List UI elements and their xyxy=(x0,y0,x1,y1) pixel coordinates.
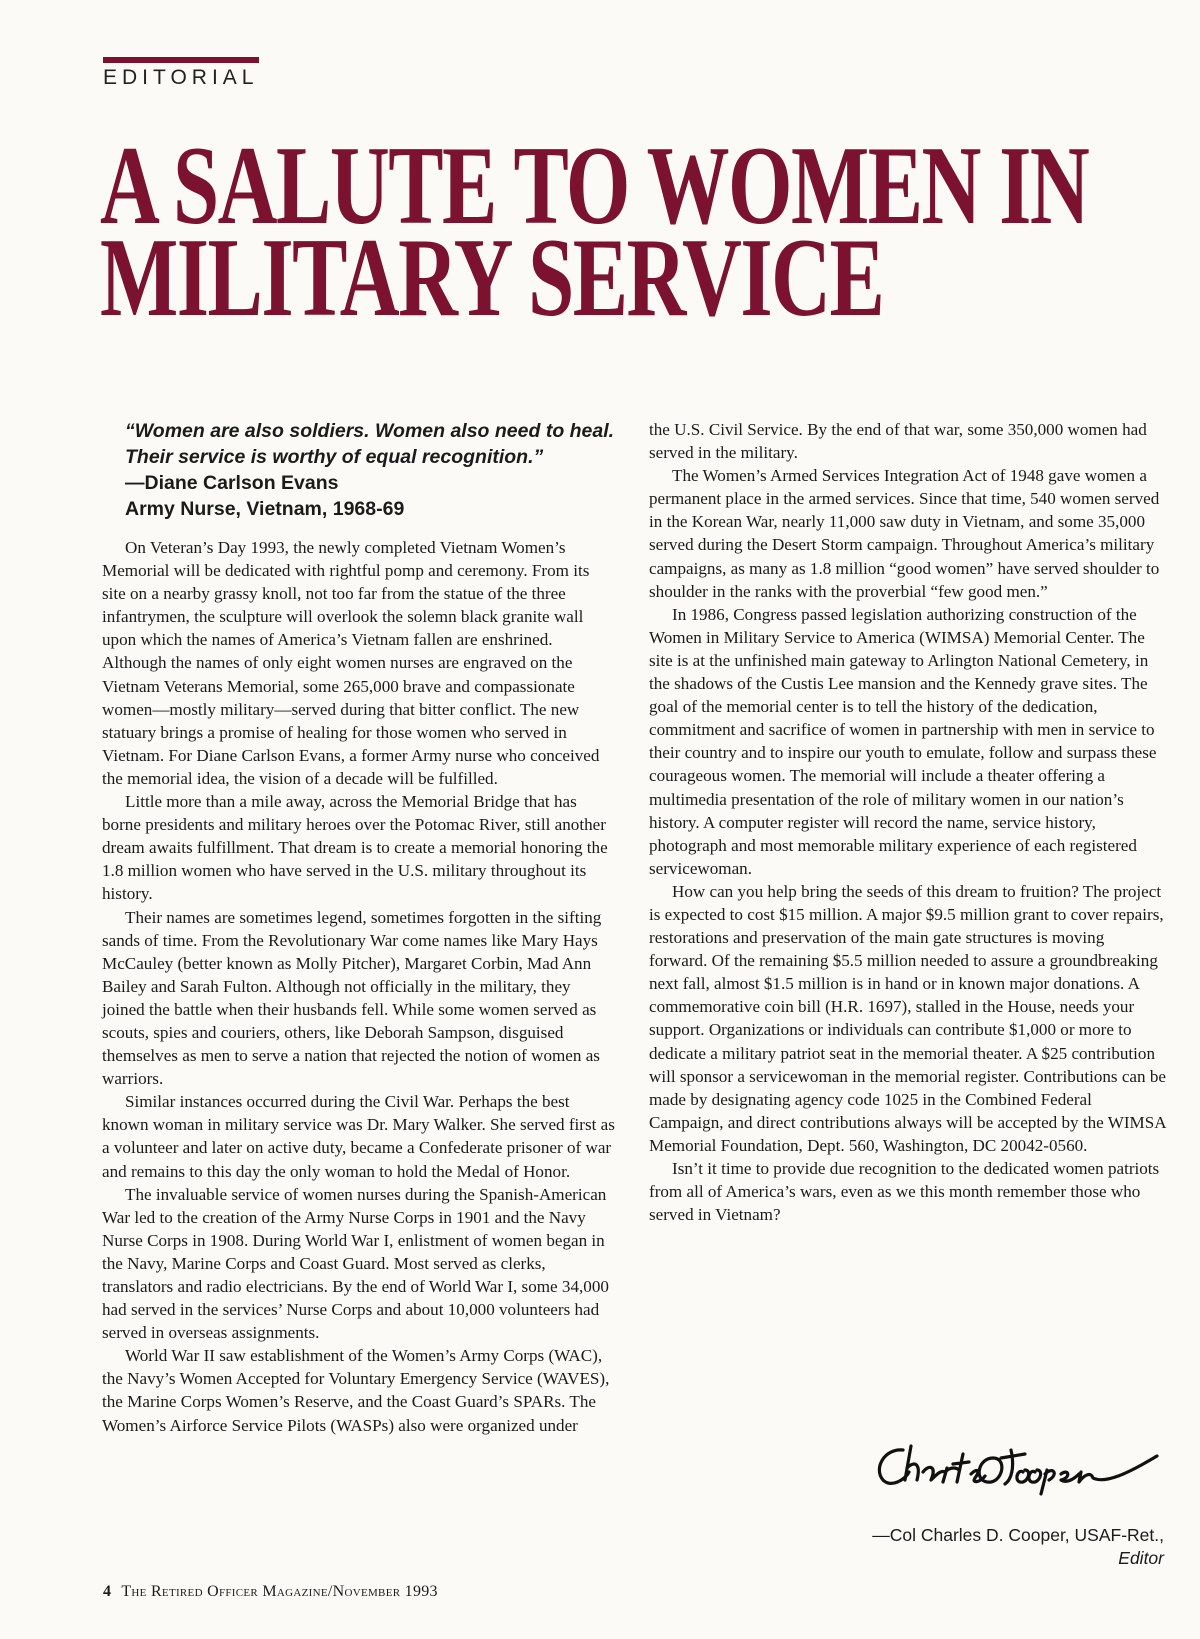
paragraph: Little more than a mile away, across the Memorial Bridge that has borne presidents and military heroes over the Potomac River, still another dream awaits fulfillment. That dream is to create a memorial honoring the 1.8 million women who have served in the U.S. military throughout its history. xyxy=(102,792,608,904)
paragraph: In 1986, Congress passed legislation authorizing construction of the Women in Military Service to America (WIMSA) Memorial Center. The site is at the unfinished main gateway to Arlington National Cemetery, in the shadows of the Custis Lee mansion and the Kennedy grave sites. The goal of the memorial center is to tell the history of the dedication, commitment and sacrifice of women in partnership with men in service to their country and to inspire our youth to emulate, follow and surpass these courageous women. The memorial will include a theater offering a multimedia presentation of the role of military women in our nation’s history. A computer register will record the name, service history, photograph and most memorable military experience of each registered servicewoman. xyxy=(649,604,1157,878)
title-line-1: A SALUTE TO WOMEN IN xyxy=(100,124,1089,248)
section-rule xyxy=(103,57,259,63)
page-number: 4 xyxy=(103,1583,112,1600)
handwritten-signature xyxy=(865,1428,1165,1498)
editor-role: Editor xyxy=(1118,1548,1164,1568)
title-line-2: MILITARY SERVICE xyxy=(100,216,884,340)
paragraph: Isn’t it time to provide due recognition to the dedicated women patriots from all of America’s wars, even as we this month remember those who served in Vietnam? xyxy=(649,1159,1160,1225)
paragraph: the U.S. Civil Service. By the end of that war, some 350,000 women had served in the military. xyxy=(649,420,1147,463)
editor-name: —Col Charles D. Cooper, USAF-Ret., xyxy=(872,1525,1164,1545)
paragraph: How can you help bring the seeds of this dream to fruition? The project is expected to cost $15 million. A major $9.5 million grant to cover repairs, restorations and preservation of the main gate structures is moving forward. Of the remaining $5.5 million needed to assure a groundbreaking next fall, almost $1.5 million is in hand or in known major donations. A commemorative coin bill (H.R. 1697), stalled in the House, needs your support. Organizations or individuals can contribute $1,000 or more to dedicate a military patriot seat in the memorial theater. A $25 contribution will sponsor a servicewoman in the memorial register. Contributions can be made by designating agency code 1025 in the Combined Federal Campaign, and direct contributions always will be accepted by the WIMSA Memorial Foundation, Dept. 560, Washington, DC 20042-0560. xyxy=(649,881,1166,1155)
quote-line-2: Their service is worthy of equal recognition.” xyxy=(125,446,544,468)
left-column xyxy=(102,418,617,1437)
paragraph: Their names are sometimes legend, sometimes forgotten in the sifting sands of time. From the Revolutionary War come names like Mary Hays McCauley (better known as Molly Pitcher), Margaret Corbin, Mad Ann Bailey and Sarah Fulton. Although not officially in the military, they joined the battle when their husbands fell. While some women served as scouts, spies and couriers, others, like Deborah Sampson, disguised themselves as men to serve a nation that rejected the notion of women as warriors. xyxy=(102,907,602,1089)
paragraph: Similar instances occurred during the Civil War. Perhaps the best known woman in military service was Dr. Mary Walker. She served first as a volunteer and later on active duty, became a Confederate prisoner of war and remains to this day the only woman to hold the Medal of Honor. xyxy=(102,1092,615,1181)
paragraph: World War II saw establishment of the Women’s Army Corps (WAC), the Navy’s Women Accepted for Voluntary Emergency Service (WAVES), the Marine Corps Women’s Reserve, and the Coast Guard’s SPARs. The Women’s Airforce Service Pilots (WASPs) also were organized under xyxy=(102,1346,610,1435)
paragraph: The invaluable service of women nurses during the Spanish-American War led to the creation of the Army Nurse Corps in 1901 and the Navy Nurse Corps in 1908. During World War I, enlistment of women began in the Navy, Marine Corps and Coast Guard. Most served as clerks, translators and radio electricians. By the end of World War I, some 34,000 had served in the services’ Nurse Corps and about 10,000 volunteers had served in overseas assignments. xyxy=(102,1184,609,1343)
section-label: EDITORIAL xyxy=(103,66,259,89)
paragraph: The Women’s Armed Services Integration Act of 1948 gave women a permanent place in the armed services. Since that time, 540 women served in the Korean War, nearly 11,000 saw duty in Vietnam, and some 35,000 served during the Desert Storm campaign. Throughout America’s military campaigns, as many as 1.8 million “good women” have served shoulder to shoulder in the ranks with the proverbial “few good men.” xyxy=(649,466,1160,601)
publication-line: The Retired Officer Magazine/November 1993 xyxy=(121,1583,438,1600)
article-title xyxy=(100,124,1089,340)
quote-author-role: Army Nurse, Vietnam, 1968-69 xyxy=(125,498,405,520)
quote-line-1: “Women are also soldiers. Women also need to heal. xyxy=(125,420,615,442)
pull-quote xyxy=(102,418,617,522)
quote-author: —Diane Carlson Evans xyxy=(125,472,339,494)
page-footer xyxy=(103,1583,438,1601)
editor-signoff xyxy=(872,1524,1164,1570)
right-column xyxy=(649,418,1166,1226)
paragraph: On Veteran’s Day 1993, the newly completed Vietnam Women’s Memorial will be dedicated with rightful pomp and ceremony. From its site on a nearby grassy knoll, not too far from the statue of the three infantrymen, the sculpture will overlook the solemn black granite wall upon which the names of America’s Vietnam fallen are enshrined. Although the names of only eight women nurses are engraved on the Vietnam Veterans Memorial, some 265,000 brave and compassionate women—mostly military—served during that bitter conflict. The new statuary brings a promise of healing for those women who served in Vietnam. For Diane Carlson Evans, a former Army nurse who conceived the memorial idea, the vision of a decade will be fulfilled. xyxy=(102,538,600,788)
